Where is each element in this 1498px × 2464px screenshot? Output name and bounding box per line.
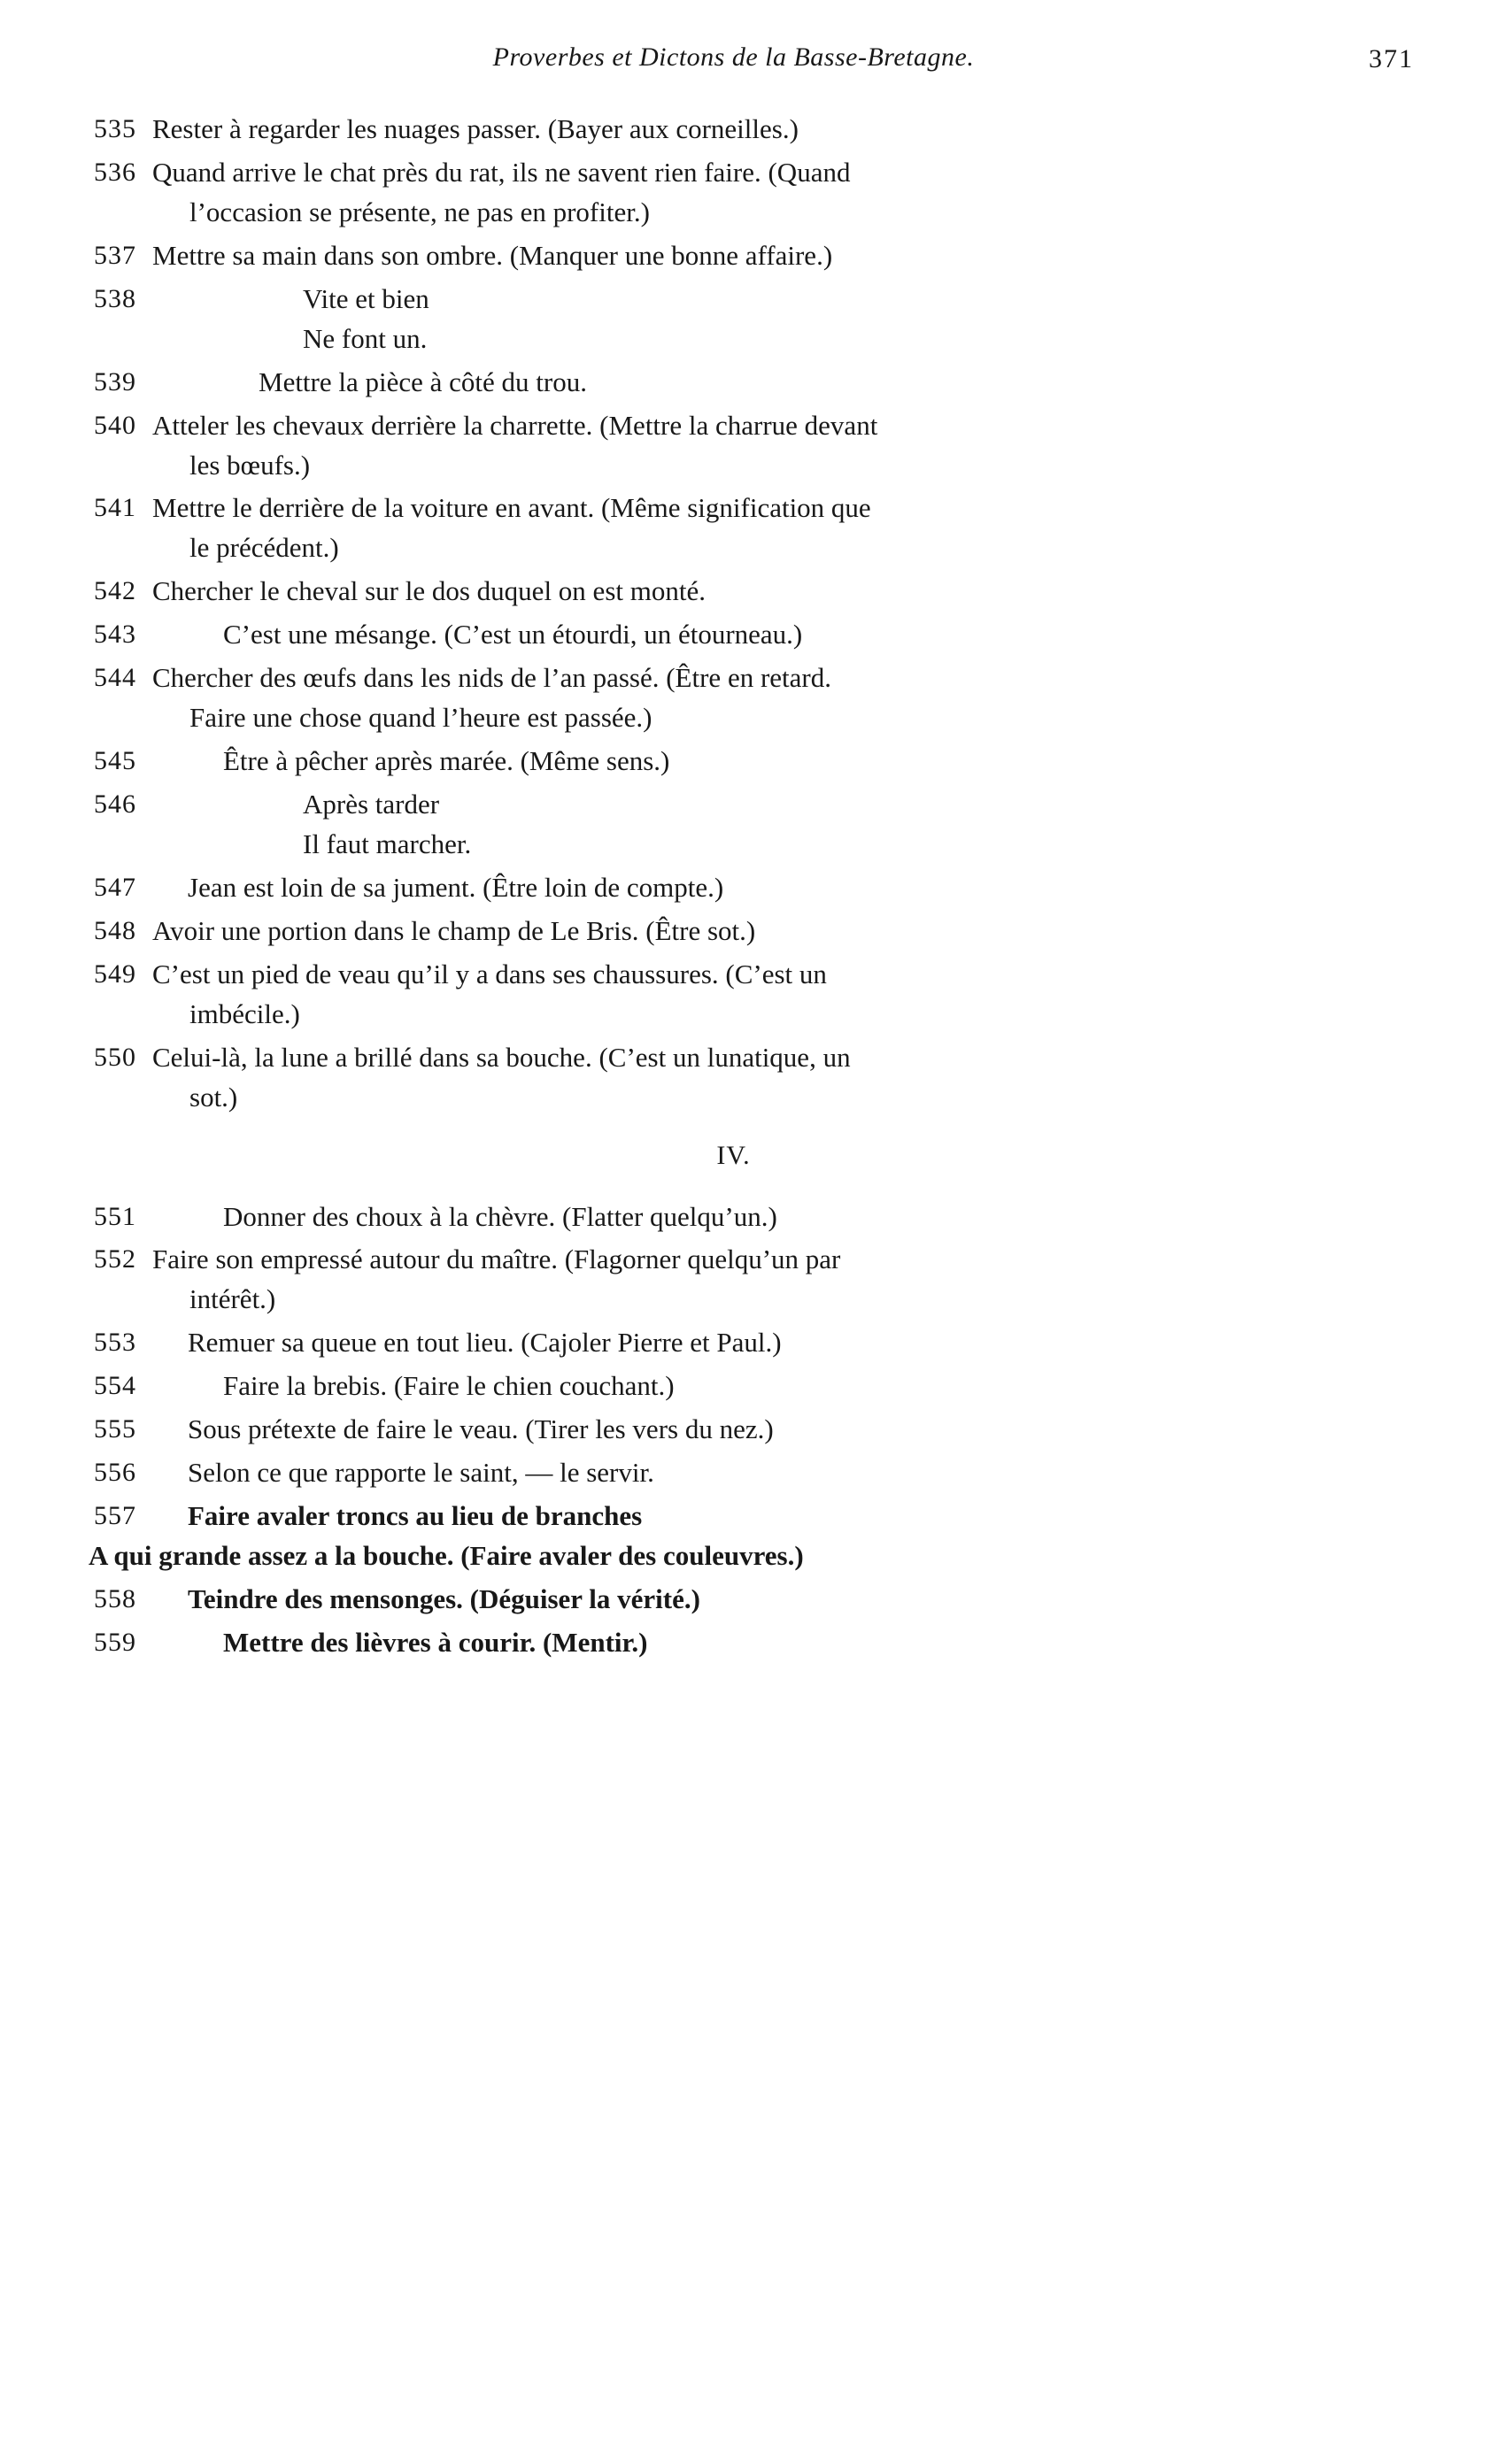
entry-text	[152, 868, 1414, 908]
entry-number: 548	[94, 915, 136, 945]
entry-text	[152, 742, 1414, 782]
entry-text	[152, 1323, 1414, 1363]
entry-line: Atteler les chevaux derrière la charrette. (Mettre la charrue devant	[152, 409, 878, 441]
entry-line: Être à pêcher après marée. (Même sens.)	[223, 745, 670, 777]
entry-text	[152, 1580, 1414, 1620]
entry-number: 557	[94, 1501, 136, 1531]
entry-number: 541	[94, 493, 136, 523]
entry-text	[152, 236, 1414, 276]
proverb-entry	[53, 1323, 1414, 1363]
entry-text	[152, 280, 1414, 359]
entry-number: 539	[94, 366, 136, 397]
entry-line: Faire son empressé autour du maître. (Flagorner quelqu’un par	[152, 1244, 841, 1275]
entry-number: 540	[94, 410, 136, 440]
entry-number: 543	[94, 620, 136, 650]
entry-line: Jean est loin de sa jument. (Être loin de compte.)	[188, 871, 724, 903]
entry-line: Rester à regarder les nuages passer. (Bayer aux corneilles.)	[152, 113, 799, 144]
proverb-entry	[53, 1623, 1414, 1663]
entry-line: Avoir une portion dans le champ de Le Bris. (Être sot.)	[152, 914, 756, 946]
entry-line: Vite et bien	[303, 282, 429, 314]
entry-line: Ne font un.	[303, 322, 428, 354]
entry-number: 544	[94, 663, 136, 693]
proverb-entry	[53, 572, 1414, 612]
entry-line: Quand arrive le chat près du rat, ils ne savent rien faire. (Quand	[152, 156, 851, 188]
entry-line: le précédent.)	[189, 532, 339, 564]
entry-number: 550	[94, 1042, 136, 1072]
section-heading: IV.	[716, 1140, 751, 1170]
entry-line: les bœufs.)	[189, 449, 311, 481]
entry-list-before-section	[53, 110, 1414, 1118]
proverb-entry	[53, 615, 1414, 655]
entry-text	[152, 363, 1414, 403]
entry-line: Sous prétexte de faire le veau. (Tirer les vers du nez.)	[188, 1413, 774, 1445]
entry-line: Faire une chose quand l’heure est passée.)	[189, 702, 652, 734]
entry-line: Chercher des œufs dans les nids de l’an passé. (Être en retard.	[152, 662, 831, 694]
proverb-entry	[53, 742, 1414, 782]
entry-number: 535	[94, 114, 136, 143]
entry-number: 559	[94, 1627, 136, 1657]
entry-text	[152, 153, 1414, 233]
proverb-entry	[53, 1410, 1414, 1450]
entry-line: Après tarder	[303, 789, 440, 820]
entry-line: Faire la brebis. (Faire le chien couchant.)	[223, 1370, 675, 1402]
proverb-entry	[53, 489, 1414, 568]
proverb-entry	[53, 785, 1414, 865]
entry-number: 549	[94, 959, 136, 989]
entry-line: C’est un pied de veau qu’il y a dans ses chaussures. (C’est un	[152, 958, 827, 989]
entry-text	[152, 110, 1414, 150]
entry-number: 556	[94, 1458, 136, 1488]
proverb-entry	[53, 236, 1414, 276]
entry-line: Mettre sa main dans son ombre. (Manquer une bonne affaire.)	[152, 239, 833, 271]
entry-line: Mettre le derrière de la voiture en avant. (Même signification que	[152, 492, 871, 524]
entry-number: 536	[94, 157, 136, 187]
entry-line: A qui grande assez a la bouche. (Faire avaler des couleuvres.)	[89, 1540, 804, 1571]
entry-line: Chercher le cheval sur le dos duquel on est monté.	[152, 575, 706, 607]
entry-number: 546	[94, 789, 136, 819]
proverb-entry	[53, 1367, 1414, 1406]
entry-line: imbécile.)	[189, 997, 300, 1029]
proverb-entry	[53, 1197, 1414, 1237]
entry-number: 553	[94, 1328, 136, 1358]
entry-number: 547	[94, 872, 136, 902]
proverb-entry	[53, 1038, 1414, 1118]
entry-line: intérêt.)	[189, 1283, 276, 1315]
entry-number: 538	[94, 283, 136, 313]
entry-line: Celui-là, la lune a brillé dans sa bouche. (C’est un lunatique, un	[152, 1041, 851, 1073]
proverb-entry	[53, 1453, 1414, 1493]
entry-text	[152, 615, 1414, 655]
entry-text	[152, 489, 1414, 568]
entry-number: 537	[94, 240, 136, 270]
page-number: 371	[1369, 44, 1414, 73]
entry-line: Mettre la pièce à côté du trou.	[259, 366, 587, 397]
entry-line: Il faut marcher.	[303, 828, 472, 859]
proverb-entry	[53, 280, 1414, 359]
entry-line: C’est une mésange. (C’est un étourdi, un étourneau.)	[223, 619, 803, 651]
entry-line: Faire avaler troncs au lieu de branches	[188, 1500, 643, 1532]
entry-number: 545	[94, 746, 136, 776]
entry-text	[152, 1367, 1414, 1406]
entry-number: 552	[94, 1244, 136, 1274]
entry-line: sot.)	[189, 1081, 238, 1113]
entry-text	[152, 572, 1414, 612]
entry-text	[152, 1240, 1414, 1320]
entry-text	[152, 1197, 1414, 1237]
entry-line: Selon ce que rapporte le saint, — le servir.	[188, 1457, 654, 1489]
entry-number: 554	[94, 1371, 136, 1401]
entry-number: 558	[94, 1583, 136, 1613]
entry-text	[152, 955, 1414, 1035]
proverb-entry	[53, 110, 1414, 150]
entry-number: 542	[94, 576, 136, 606]
entry-text	[152, 1410, 1414, 1450]
entry-number: 551	[94, 1201, 136, 1231]
proverb-entry	[53, 1497, 1414, 1576]
proverb-entry	[53, 658, 1414, 738]
entry-text	[152, 1623, 1414, 1663]
entry-text	[152, 912, 1414, 951]
running-title: Proverbes et Dictons de la Basse-Bretagne.	[492, 42, 975, 72]
entry-text	[152, 406, 1414, 486]
proverb-entry	[53, 955, 1414, 1035]
entry-text	[152, 1038, 1414, 1118]
entry-line: Donner des choux à la chèvre. (Flatter quelqu’un.)	[223, 1200, 777, 1232]
entry-text	[152, 785, 1414, 865]
entry-line: Mettre des lièvres à courir. (Mentir.)	[223, 1626, 648, 1658]
proverb-entry	[53, 1580, 1414, 1620]
entry-line: Remuer sa queue en tout lieu. (Cajoler Pierre et Paul.)	[188, 1327, 782, 1359]
proverb-entry	[53, 912, 1414, 951]
entry-line: l’occasion se présente, ne pas en profiter.)	[189, 196, 650, 227]
entry-text	[152, 658, 1414, 738]
running-head	[53, 35, 1414, 97]
proverb-entry	[53, 363, 1414, 403]
proverb-entry	[53, 1240, 1414, 1320]
proverb-entry	[53, 153, 1414, 233]
entry-text	[152, 1453, 1414, 1493]
entry-list-after-section	[53, 1197, 1414, 1663]
proverb-entry	[53, 406, 1414, 486]
entry-line: Teindre des mensonges. (Déguiser la vérité.)	[188, 1582, 700, 1614]
proverb-entry	[53, 868, 1414, 908]
entry-number: 555	[94, 1414, 136, 1444]
